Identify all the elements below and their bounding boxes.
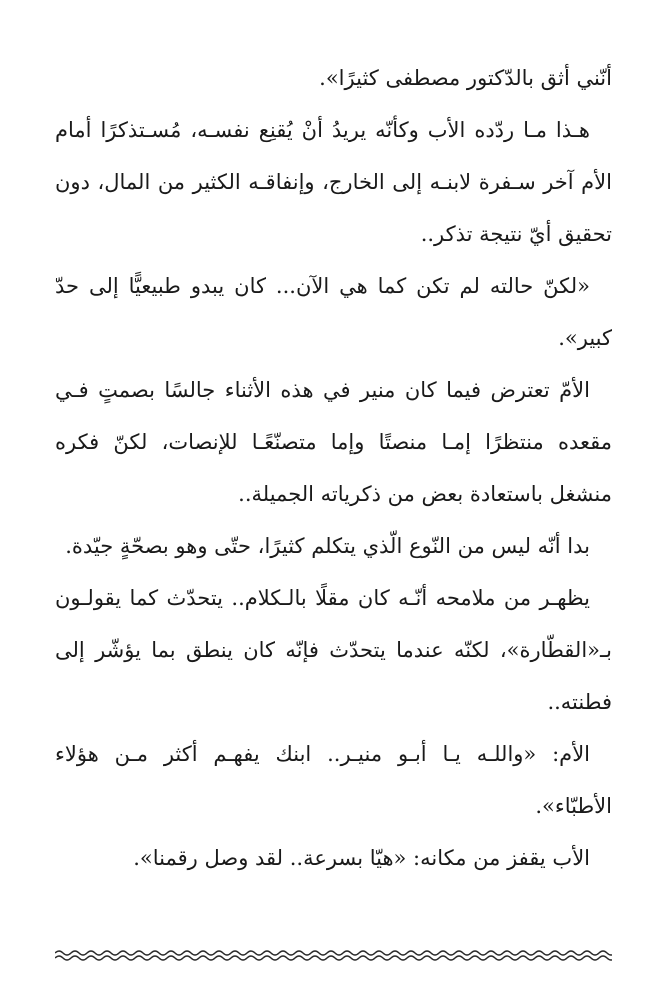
paragraph-1: أنّني أثق بالدّكتور مصطفى كثيرًا». [319, 66, 612, 90]
paragraph-5: بدا أنّه ليس من النّوع الّذي يتكلم كثيرًا، حتّى وهو بصحّةٍ جيّدة. [65, 534, 590, 558]
wavy-line-bottom [55, 956, 612, 960]
book-page-text [55, 52, 612, 884]
paragraph-6: يظهـر من ملامحه أنّـه كان مقلًا بالـكلام.. يتحدّث كما يقولـون بـ«القطّارة»، لكنّه عندما يتحدّث فإنّه كان ينطق بما يؤشّر إلى فطنته.. [55, 586, 612, 714]
paragraph-7: الأم: «واللـه يـا أبـو منيـر.. ابنك يفهـم أكثر مـن هؤلاء الأطبّاء». [55, 742, 612, 818]
paragraph-8: الأب يقفز من مكانه: «هيّا بسرعة.. لقد وصل رقمنا». [133, 846, 590, 870]
paragraph-3: «لكنّ حالته لم تكن كما هي الآن... كان يبدو طبيعيًّا إلى حدّ كبير». [55, 274, 612, 350]
wavy-line-top [55, 951, 612, 955]
paragraph-4: الأمّ تعترض فيما كان منير في هذه الأثناء جالسًا بصمتٍ فـي مقعده منتظرًا إمـا منصتًا وإما متصنّعًـا للإنصات، لكنّ فكره منشغل باستعادة بعض من ذكرياته الجميلة.. [55, 378, 612, 506]
wavy-divider [55, 948, 612, 962]
paragraph-2: هـذا مـا ردّده الأب وكأنّه يريدُ أنْ يُقنِع نفسـه، مُسـتذكرًا أمام الأم آخر سـفرة لابنـه إلى الخارج، وإنفاقـه الكثير من المال، دون تحقيق أيّ نتيجة تذكر.. [55, 118, 612, 246]
